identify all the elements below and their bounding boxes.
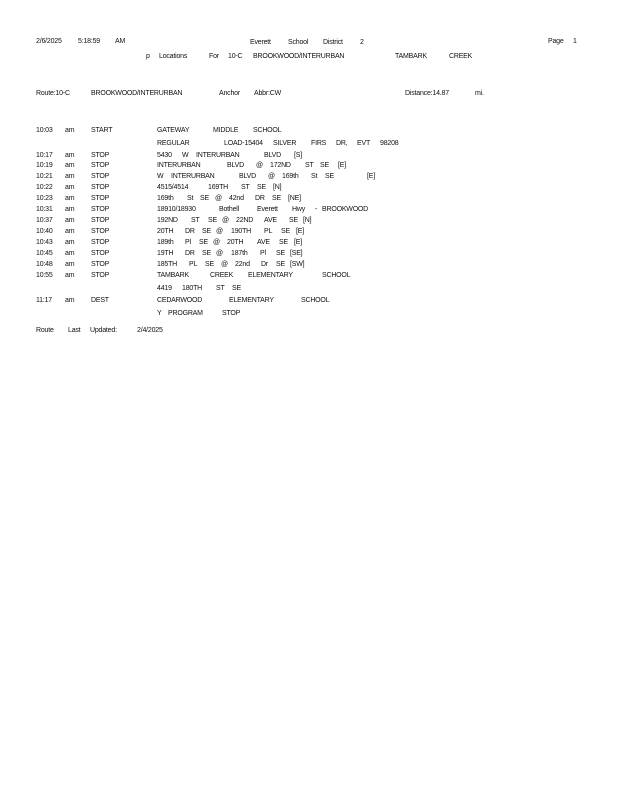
page-label: Page xyxy=(548,38,564,45)
stop-location-word: PL xyxy=(264,228,273,235)
stop-location-word: 192ND xyxy=(157,217,178,224)
stop-time: 11:17 xyxy=(36,297,52,304)
stop-type: STOP xyxy=(91,261,110,268)
stop-location-word: @ xyxy=(222,217,229,224)
stop-ampm: am xyxy=(65,152,75,159)
stop-location-word: [N] xyxy=(303,217,312,224)
stop-ampm: am xyxy=(65,162,75,169)
stop-location-word: GATEWAY xyxy=(157,127,190,134)
stop-location-word: SE xyxy=(205,261,214,268)
stop-location-word: 5430 xyxy=(157,152,172,159)
stop-location-word: 169TH xyxy=(208,184,229,191)
stop-location-word: SE xyxy=(281,228,290,235)
route-id: Route:10-C xyxy=(36,90,70,97)
footer-word: Route xyxy=(36,327,54,334)
stop-location-word: PROGRAM xyxy=(168,310,203,317)
stop-location-word: DR xyxy=(185,228,195,235)
stop-location-word: SE xyxy=(289,217,298,224)
district-word: School xyxy=(288,39,309,46)
stop-location-word: AVE xyxy=(264,217,277,224)
stop-location-word: SCHOOL xyxy=(322,272,351,279)
route-name: BROOKWOOD/INTERURBAN xyxy=(91,90,183,97)
stop-location-word: [S] xyxy=(294,152,302,159)
stop-location-word: INTERURBAN xyxy=(157,162,201,169)
stop-ampm: am xyxy=(65,297,75,304)
stop-time: 10:48 xyxy=(36,261,53,268)
stop-location-word: [NE] xyxy=(288,195,301,202)
stop-ampm: am xyxy=(65,173,75,180)
stop-location-word: SE xyxy=(208,217,217,224)
stop-location-word: 190TH xyxy=(231,228,252,235)
stop-location-word: 98208 xyxy=(380,140,399,147)
stop-location-word: BROOKWOOD xyxy=(322,206,369,213)
stop-location-word: AVE xyxy=(257,239,270,246)
stop-location-word: @ xyxy=(215,195,222,202)
stop-location-word: 4515/4514 xyxy=(157,184,189,191)
print-time: 5:18:59 xyxy=(78,38,100,45)
stop-location-word: 19TH xyxy=(157,250,174,257)
subtitle-word: 10-C xyxy=(228,53,243,60)
stop-location-word: REGULAR xyxy=(157,140,190,147)
subtitle-word: Locations xyxy=(159,53,188,60)
stop-location-word: SE xyxy=(202,228,211,235)
stop-location-word: SCHOOL xyxy=(301,297,330,304)
stop-location-word: SE xyxy=(320,162,329,169)
footer-word: Last xyxy=(68,327,81,334)
stop-location-word: [SE] xyxy=(290,250,303,257)
stop-location-word: Hwy xyxy=(292,206,306,213)
stop-location-word: @ xyxy=(268,173,275,180)
stop-location-word: SE xyxy=(325,173,334,180)
stop-location-word: DR xyxy=(255,195,265,202)
stop-type: STOP xyxy=(91,239,110,246)
stop-location-word: BLVD xyxy=(227,162,244,169)
stop-location-word: @ xyxy=(213,239,220,246)
stop-time: 10:22 xyxy=(36,184,53,191)
stop-location-word: 185TH xyxy=(157,261,178,268)
stop-location-word: [E] xyxy=(338,162,346,169)
stop-type: DEST xyxy=(91,297,109,304)
district-word: District xyxy=(323,39,343,46)
print-date: 2/6/2025 xyxy=(36,38,62,45)
stop-location-word: [E] xyxy=(294,239,302,246)
stop-time: 10:45 xyxy=(36,250,53,257)
stop-location-word: EVT xyxy=(357,140,371,147)
stop-location-word: FIRS xyxy=(311,140,327,147)
stop-time: 10:19 xyxy=(36,162,53,169)
stop-location-word: SE xyxy=(276,261,285,268)
stop-type: STOP xyxy=(91,195,110,202)
stop-ampm: am xyxy=(65,206,75,213)
stop-location-word: Everett xyxy=(257,206,278,213)
stop-location-word: 187th xyxy=(231,250,248,257)
stop-ampm: am xyxy=(65,272,75,279)
stop-time: 10:17 xyxy=(36,152,53,159)
stop-type: STOP xyxy=(91,206,110,213)
stop-location-word: @ xyxy=(256,162,263,169)
stop-time: 10:31 xyxy=(36,206,53,213)
stop-location-word: [E] xyxy=(367,173,375,180)
last-updated-date: 2/4/2025 xyxy=(137,327,163,334)
stop-location-word: 18910/18930 xyxy=(157,206,196,213)
distance-unit: mi. xyxy=(475,90,484,97)
stop-location-word: CEDARWOOD xyxy=(157,297,203,304)
stop-location-word: LOAD-15404 xyxy=(224,140,263,147)
stop-location-word: SCHOOL xyxy=(253,127,282,134)
stop-ampm: am xyxy=(65,261,75,268)
stop-location-word: ST xyxy=(191,217,200,224)
anchor-label: Anchor xyxy=(219,90,240,97)
stop-location-word: W xyxy=(157,173,164,180)
stop-location-word: - xyxy=(315,206,318,213)
stop-location-word: SE xyxy=(272,195,281,202)
stop-type: STOP xyxy=(91,162,110,169)
district-word: 2 xyxy=(360,39,364,46)
stop-time: 10:23 xyxy=(36,195,53,202)
stop-ampm: am xyxy=(65,217,75,224)
subtitle-word: p xyxy=(146,53,150,60)
page-number: 1 xyxy=(573,38,577,45)
stop-location-word: 20TH xyxy=(227,239,244,246)
school-word: TAMBARK xyxy=(395,53,427,60)
district-word: Everett xyxy=(250,39,271,46)
stop-location-word: 20TH xyxy=(157,228,174,235)
stop-location-word: 189th xyxy=(157,239,174,246)
stop-location-word: @ xyxy=(216,228,223,235)
stop-location-word: 4419 xyxy=(157,285,172,292)
stop-location-word: SE xyxy=(202,250,211,257)
stop-location-word: Y xyxy=(157,310,162,317)
stop-location-word: Pl xyxy=(185,239,191,246)
abbr-label: Abbr:CW xyxy=(254,90,281,97)
stop-time: 10:55 xyxy=(36,272,53,279)
stop-time: 10:03 xyxy=(36,127,53,134)
stop-time: 10:43 xyxy=(36,239,53,246)
stop-location-word: PL xyxy=(189,261,198,268)
stop-location-word: @ xyxy=(221,261,228,268)
stop-location-word: ST xyxy=(216,285,225,292)
stop-ampm: am xyxy=(65,195,75,202)
stop-ampm: am xyxy=(65,239,75,246)
stop-time: 10:40 xyxy=(36,228,53,235)
stop-ampm: am xyxy=(65,184,75,191)
stop-location-word: St xyxy=(187,195,194,202)
stop-location-word: 172ND xyxy=(270,162,291,169)
stop-location-word: BLVD xyxy=(264,152,281,159)
stop-location-word: ELEMENTARY xyxy=(229,297,274,304)
stop-ampm: am xyxy=(65,250,75,257)
stop-type: STOP xyxy=(91,173,110,180)
stop-location-word: ELEMENTARY xyxy=(248,272,293,279)
stop-location-word: SE xyxy=(279,239,288,246)
school-word: CREEK xyxy=(449,53,473,60)
stop-location-word: ST xyxy=(241,184,250,191)
stop-location-word: BLVD xyxy=(239,173,256,180)
stop-location-word: @ xyxy=(216,250,223,257)
stop-location-word: SE xyxy=(232,285,241,292)
distance-label: Distance:14.87 xyxy=(405,90,449,97)
stop-location-word: SILVER xyxy=(273,140,297,147)
stop-location-word: SE xyxy=(276,250,285,257)
stop-location-word: 169th xyxy=(157,195,174,202)
stop-location-word: [SW] xyxy=(290,261,305,268)
stop-type: STOP xyxy=(91,152,110,159)
subtitle-word: BROOKWOOD/INTERURBAN xyxy=(253,53,345,60)
stop-location-word: W xyxy=(182,152,189,159)
stop-type: STOP xyxy=(91,228,110,235)
stop-location-word: SE xyxy=(257,184,266,191)
stop-type: START xyxy=(91,127,113,134)
stop-location-word: 42nd xyxy=(229,195,244,202)
stop-time: 10:37 xyxy=(36,217,53,224)
stop-type: STOP xyxy=(91,184,110,191)
print-ampm: AM xyxy=(115,38,126,45)
stop-location-word: DR, xyxy=(336,140,348,147)
stop-location-word: [E] xyxy=(296,228,304,235)
stop-location-word: ST xyxy=(305,162,314,169)
stop-location-word: CREEK xyxy=(210,272,234,279)
stop-location-word: STOP xyxy=(222,310,241,317)
stop-location-word: SE xyxy=(200,195,209,202)
stop-location-word: 22nd xyxy=(235,261,250,268)
stop-location-word: 169th xyxy=(282,173,299,180)
stop-location-word: [N] xyxy=(273,184,282,191)
stop-type: STOP xyxy=(91,272,110,279)
stop-location-word: SE xyxy=(199,239,208,246)
stop-location-word: MIDDLE xyxy=(213,127,239,134)
stop-time: 10:21 xyxy=(36,173,53,180)
stop-location-word: 180TH xyxy=(182,285,203,292)
stop-location-word: 22ND xyxy=(236,217,254,224)
stop-type: STOP xyxy=(91,217,110,224)
stop-location-word: Bothell xyxy=(219,206,240,213)
stop-location-word: TAMBARK xyxy=(157,272,189,279)
stop-ampm: am xyxy=(65,228,75,235)
footer-word: Updated: xyxy=(90,327,117,334)
stop-location-word: DR xyxy=(185,250,195,257)
subtitle-word: For xyxy=(209,53,219,60)
stop-type: STOP xyxy=(91,250,110,257)
stop-location-word: Dr xyxy=(261,261,268,268)
stop-ampm: am xyxy=(65,127,75,134)
stop-location-word: Pl xyxy=(260,250,266,257)
stop-location-word: St xyxy=(311,173,318,180)
stop-location-word: INTERURBAN xyxy=(196,152,240,159)
stop-location-word: INTERURBAN xyxy=(171,173,215,180)
